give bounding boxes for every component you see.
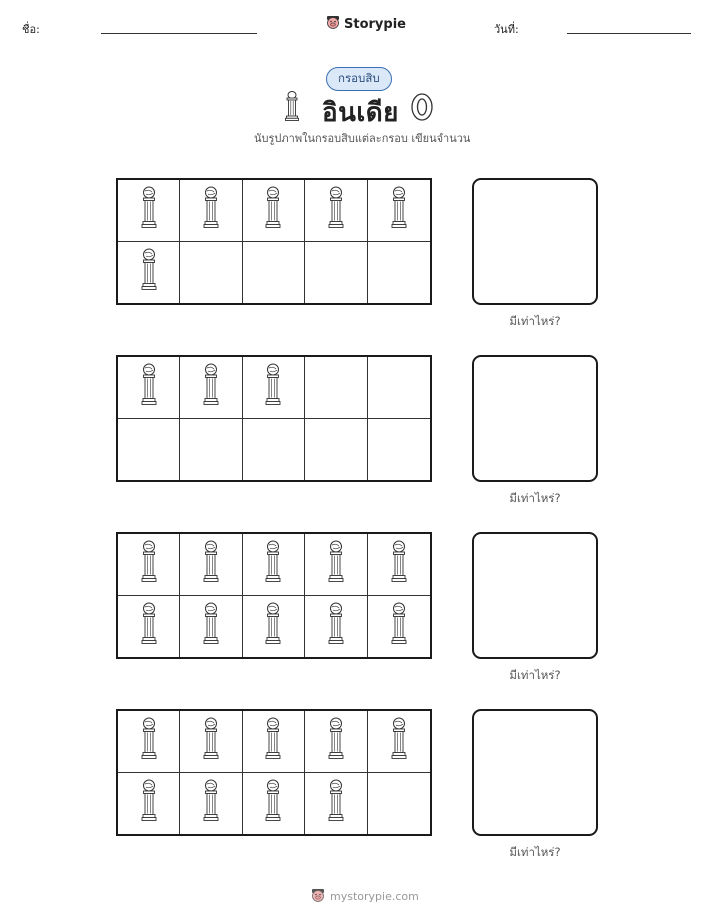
ten-frame — [116, 355, 432, 482]
pillar-icon — [264, 717, 282, 765]
ten-frame-cell — [305, 773, 367, 835]
footer — [310, 887, 419, 906]
ten-frame-cell — [305, 357, 367, 419]
pillar-icon — [390, 602, 408, 650]
pig-mascot-icon — [310, 887, 326, 906]
pillar-icon — [140, 540, 158, 588]
ten-frame-cell — [305, 419, 367, 481]
ten-frame-cell — [180, 419, 242, 481]
pillar-icon — [202, 717, 220, 765]
pillar-icon — [327, 540, 345, 588]
ten-frame-cell — [368, 357, 430, 419]
pillar-icon — [202, 363, 220, 411]
ten-frame-cell — [305, 180, 367, 242]
answer-box[interactable] — [472, 178, 598, 305]
ten-frame-cell — [118, 711, 180, 773]
pillar-icon — [140, 779, 158, 827]
ten-frame-cell — [118, 180, 180, 242]
pillar-icon — [264, 602, 282, 650]
date-label: วันที่: — [494, 23, 519, 36]
pillar-icon — [327, 186, 345, 234]
pillar-icon — [140, 363, 158, 411]
ten-frame-cell — [305, 596, 367, 658]
ten-frame-cell — [118, 419, 180, 481]
pillar-icon — [140, 717, 158, 765]
ten-frame-cell — [180, 180, 242, 242]
answer-box[interactable] — [472, 709, 598, 836]
name-field-line[interactable] — [101, 33, 257, 34]
ten-frame — [116, 178, 432, 305]
ten-frame-cell — [180, 711, 242, 773]
ten-frame-cell — [243, 773, 305, 835]
pillar-icon — [140, 602, 158, 650]
ten-frame-cell — [243, 711, 305, 773]
pillar-icon — [140, 186, 158, 234]
ten-frame-cell — [118, 242, 180, 304]
ten-frame-cell — [305, 242, 367, 304]
ten-frame-cell — [180, 534, 242, 596]
pillar-icon — [327, 602, 345, 650]
ten-frame-cell — [368, 773, 430, 835]
date-field-line[interactable] — [567, 33, 691, 34]
pillar-icon — [264, 186, 282, 234]
ten-frame-cell — [368, 419, 430, 481]
ten-frame-cell — [180, 773, 242, 835]
answer-box[interactable] — [472, 532, 598, 659]
ten-frame-cell — [305, 534, 367, 596]
brand-name: Storypie — [344, 16, 406, 32]
ten-frame-cell — [305, 711, 367, 773]
ten-frame — [116, 532, 432, 659]
ten-frame-cell — [368, 534, 430, 596]
ten-frame-cell — [180, 596, 242, 658]
ten-frame-cell — [368, 711, 430, 773]
pillar-icon — [140, 248, 158, 296]
ten-frame-cell — [368, 596, 430, 658]
how-many-label: มีเท่าไหร่? — [509, 491, 561, 505]
pillar-icon — [202, 602, 220, 650]
ten-frame-cell — [118, 596, 180, 658]
ten-frame — [116, 709, 432, 836]
ten-frame-cell — [118, 534, 180, 596]
pillar-icon — [284, 91, 300, 125]
ten-frame-cell — [243, 242, 305, 304]
ten-frame-cell — [243, 180, 305, 242]
footer-url[interactable]: mystorypie.com — [330, 890, 419, 903]
how-many-label: มีเท่าไหร่? — [509, 845, 561, 859]
worksheet-type-badge: กรอบสิบ — [326, 67, 392, 91]
ten-frame-cell — [368, 242, 430, 304]
pillar-icon — [327, 779, 345, 827]
brand-logo — [325, 14, 406, 34]
pillar-icon — [202, 779, 220, 827]
pillar-icon — [264, 779, 282, 827]
pillar-icon — [327, 717, 345, 765]
pillar-icon — [202, 540, 220, 588]
ten-frame-cell — [180, 242, 242, 304]
pig-mascot-icon — [325, 14, 341, 34]
ten-frame-cell — [243, 534, 305, 596]
ten-frame-cell — [368, 180, 430, 242]
pillar-icon — [264, 363, 282, 411]
ten-frame-cell — [118, 357, 180, 419]
pillar-icon — [264, 540, 282, 588]
name-label: ชื่อ: — [22, 23, 40, 36]
pillar-icon — [202, 186, 220, 234]
pillar-icon — [390, 540, 408, 588]
digit-zero-icon — [410, 92, 434, 126]
ten-frame-cell — [243, 357, 305, 419]
ten-frame-cell — [243, 596, 305, 658]
pillar-icon — [390, 186, 408, 234]
ten-frame-cell — [180, 357, 242, 419]
ten-frame-cell — [118, 773, 180, 835]
answer-box[interactable] — [472, 355, 598, 482]
how-many-label: มีเท่าไหร่? — [509, 314, 561, 328]
page-title: อินเดีย — [322, 98, 399, 128]
pillar-icon — [390, 717, 408, 765]
ten-frame-cell — [243, 419, 305, 481]
how-many-label: มีเท่าไหร่? — [509, 668, 561, 682]
instructions: นับรูปภาพในกรอบสิบแต่ละกรอบ เขียนจำนวน — [254, 132, 471, 145]
